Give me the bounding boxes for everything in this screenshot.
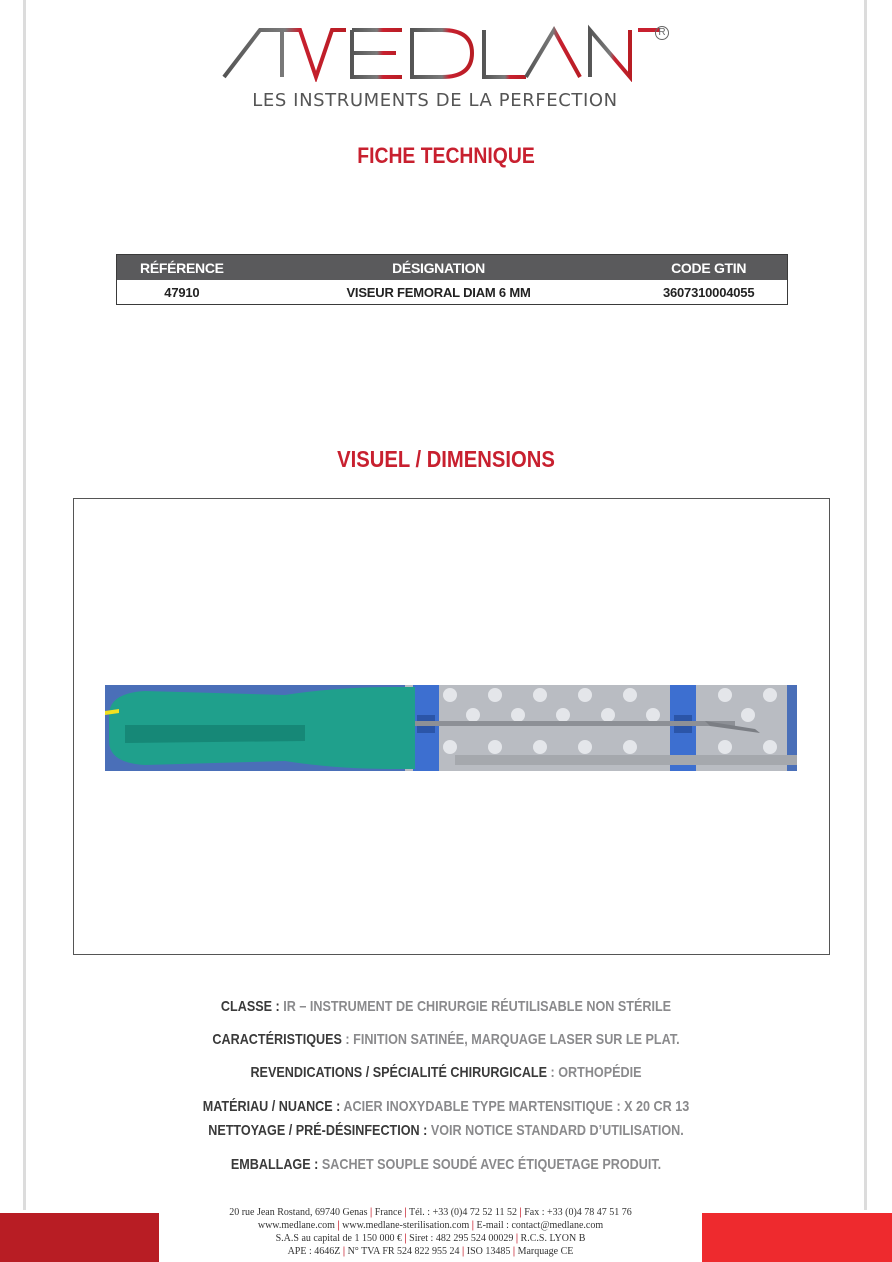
sterilisation-website-link[interactable]: www.medlane-sterilisation.com xyxy=(342,1220,470,1231)
header-reference: RÉFÉRENCE xyxy=(117,255,247,281)
footer-bar-right xyxy=(702,1213,892,1262)
page-border-right xyxy=(864,0,867,1210)
footer-line-4: APE : 4646Z | N° TVA FR 524 822 955 24 | ISO 13485 | Marquage CE xyxy=(287,1246,574,1257)
spec-emballage: EMBALLAGE : SACHET SOUPLE SOUDÉ AVEC ÉTIQUETAGE PRODUIT. xyxy=(230,1156,662,1173)
website-link[interactable]: www.medlane.com xyxy=(257,1220,335,1231)
page-border-left xyxy=(23,0,26,1210)
fiche-technique-title: FICHE TECHNIQUE xyxy=(357,143,535,168)
spec-nettoyage: NETTOYAGE / PRÉ-DÉSINFECTION : VOIR NOTICE STANDARD D’UTILISATION. xyxy=(208,1122,684,1139)
table-row xyxy=(117,280,788,305)
cell-designation: VISEUR FEMORAL DIAM 6 MM xyxy=(346,284,531,300)
footer-bar-left xyxy=(0,1213,159,1262)
spec-caracteristiques: CARACTÉRISTIQUES : FINITION SATINÉE, MARQUAGE LASER SUR LE PLAT. xyxy=(212,1031,680,1048)
spec-classe: CLASSE : IR – INSTRUMENT DE CHIRURGIE RÉUTILISABLE NON STÉRILE xyxy=(220,998,672,1015)
registered-mark: R xyxy=(655,26,669,40)
footer-address xyxy=(159,1206,702,1258)
cell-reference: 47910 xyxy=(164,284,200,300)
tagline: LES INSTRUMENTS DE LA PERFECTION xyxy=(252,90,618,111)
footer-line-3: S.A.S au capital de 1 150 000 € | Siret : 482 295 524 00029 | R.C.S. LYON B xyxy=(275,1233,586,1244)
header-gtin: CODE GTIN xyxy=(630,255,787,281)
spec-materiau: MATÉRIAU / NUANCE : ACIER INOXYDABLE TYPE MARTENSITIQUE : X 20 CR 13 xyxy=(202,1098,690,1115)
email-link[interactable]: E-mail : contact@medlane.com xyxy=(476,1220,604,1231)
footer-line-1: 20 rue Jean Rostand, 69740 Genas | France | Tél. : +33 (0)4 72 52 11 52 | Fax : +33 (0)4 78 47 51 76 xyxy=(229,1207,632,1218)
reference-table xyxy=(116,254,788,305)
table-header-row xyxy=(117,255,788,281)
header-designation: DÉSIGNATION xyxy=(247,255,631,281)
cell-gtin: 3607310004055 xyxy=(662,284,755,300)
footer-line-2: www.medlane.com | www.medlane-sterilisation.com | E-mail : contact@medlane.com xyxy=(257,1220,604,1231)
visuel-dimensions-title: VISUEL / DIMENSIONS xyxy=(337,446,555,472)
product-photo xyxy=(105,685,797,771)
spec-revendications: REVENDICATIONS / SPÉCIALITÉ CHIRURGICALE : ORTHOPÉDIE xyxy=(250,1064,642,1081)
